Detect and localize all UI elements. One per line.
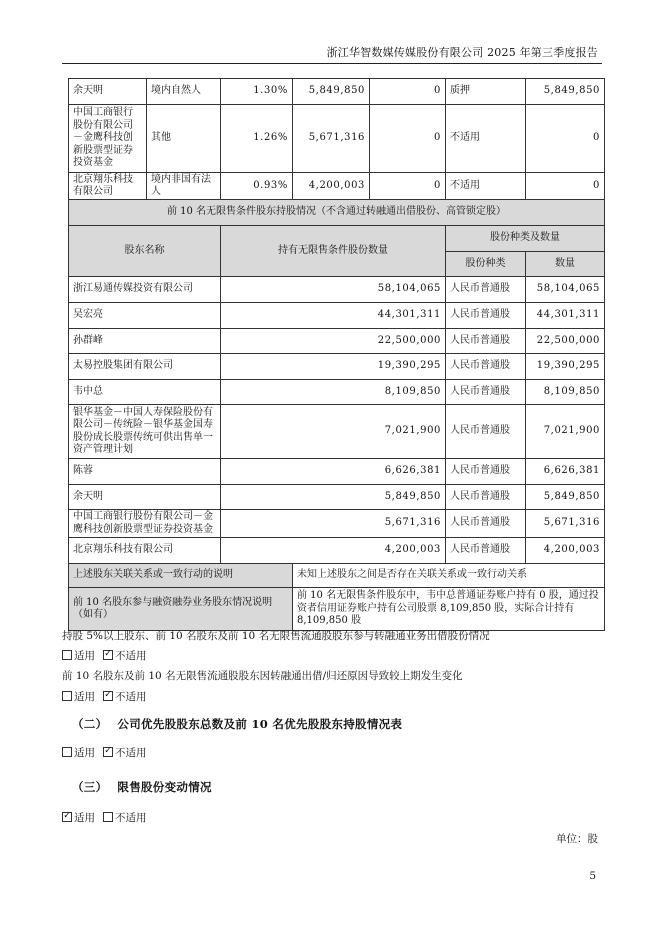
section-heading-text: 公司优先股股东总数及前 10 名优先股股东持股情况表 [117,717,403,731]
table-row [69,510,605,538]
holding-ratio: 0.93% [221,173,293,200]
page-number: 5 [589,870,596,882]
pledge-status: 不适用 [446,173,526,200]
share-type: 人民币普通股 [446,405,526,459]
shareholder-name: 浙江易通传媒投资有限公司 [69,277,221,303]
share-quantity: 6,626,381 [526,459,605,485]
header-divider [62,63,602,64]
share-quantity: 8,109,850 [526,380,605,405]
shareholder-name: 韦中总 [69,380,221,405]
unlimited-shares: 8,109,850 [221,380,446,405]
shareholder-table [68,78,605,631]
column-header-held: 持有无限售条件股份数量 [221,226,446,277]
pledge-status: 不适用 [446,105,526,173]
unlimited-shares: 58,104,065 [221,277,446,303]
holding-ratio: 1.30% [221,79,293,105]
pledge-status: 质押 [446,79,526,105]
checkbox-applicable[interactable] [62,650,72,660]
share-type: 人民币普通股 [446,459,526,485]
checkbox-applicable-checked[interactable] [62,812,72,822]
limited-shares: 0 [370,173,446,200]
holding-ratio: 1.26% [221,105,293,173]
table-row [69,303,605,329]
share-quantity: 58,104,065 [526,277,605,303]
change-paragraph: 前 10 名股东及前 10 名无限售流通股股东因转融通出借/归还原因导致较上期发生变化 [62,670,463,682]
section-number: （三） [72,780,108,794]
column-header-qty: 数量 [526,252,605,277]
preferred-options [62,745,147,760]
share-type: 人民币普通股 [446,485,526,510]
pledge-count: 0 [526,105,605,173]
table-row [69,485,605,510]
section-heading-restricted [72,779,212,795]
shares-held: 5,849,850 [293,79,370,105]
share-quantity: 7,021,900 [526,405,605,459]
option-applicable-label: 适用 [74,747,95,759]
table-row [69,105,605,173]
column-header-type-qty: 股份种类及数量 [446,226,605,252]
related-label: 上述股东关联关系或一致行动的说明 [69,564,293,588]
share-type: 人民币普通股 [446,538,526,564]
checkbox-applicable[interactable] [62,747,72,757]
unlimited-shares: 7,021,900 [221,405,446,459]
option-applicable-label: 适用 [74,691,95,703]
restricted-options [62,810,147,825]
option-not-applicable-label: 不适用 [115,691,147,703]
share-quantity: 5,849,850 [526,485,605,510]
shareholder-name: 余天明 [69,485,221,510]
share-quantity: 4,200,003 [526,538,605,564]
shareholder-name: 中国工商银行股份有限公司－金鹰科技创新股票型证券投资基金 [69,510,221,538]
shareholder-name: 中国工商银行股份有限公司－金鹰科技创新股票型证券投资基金 [69,105,147,173]
unlimited-shares: 22,500,000 [221,329,446,354]
shareholder-name: 银华基金－中国人寿保险股份有限公司－传统险－银华基金国寿股份成长股票传统可供出售单一资产管理计划 [69,405,221,459]
margin-label: 前 10 名股东参与融资融券业务股东情况说明（如有） [69,588,293,631]
checkbox-not-applicable-checked[interactable] [103,650,113,660]
table-row [69,173,605,200]
shareholder-name: 孙群峰 [69,329,221,354]
table-row [69,79,605,105]
shareholder-name: 余天明 [69,79,147,105]
column-header-shareholder: 股东名称 [69,226,221,277]
lending-paragraph: 持股 5%以上股东、前 10 名股东及前 10 名无限售流通股股东参与转融通业务出借股份情况 [62,630,490,642]
share-type: 人民币普通股 [446,329,526,354]
table-row [69,329,605,354]
table-row [69,459,605,485]
section-heading-preferred [72,716,402,732]
unlimited-shares: 5,849,850 [221,485,446,510]
table-row [69,380,605,405]
shareholder-name: 北京翔乐科技有限公司 [69,538,221,564]
share-quantity: 22,500,000 [526,329,605,354]
share-quantity: 44,301,311 [526,303,605,329]
option-applicable-label: 适用 [74,650,95,662]
table-row [69,405,605,459]
share-type: 人民币普通股 [446,510,526,538]
checkbox-not-applicable-checked[interactable] [103,691,113,701]
unlimited-shares: 19,390,295 [221,354,446,380]
unit-label: 单位：股 [556,833,598,845]
unlimited-shares: 5,671,316 [221,510,446,538]
section-number: （二） [72,717,108,731]
unlimited-shares: 6,626,381 [221,459,446,485]
related-row [69,564,605,588]
shareholder-nature: 境内自然人 [147,79,221,105]
pledge-count: 0 [526,173,605,200]
margin-text: 前 10 名无限售条件股东中，韦中总普通证券账户持有 0 股，通过投资者信用证券账户持有公司股票 8,109,850 股，实际合计持有 8,109,850 股 [293,588,605,631]
change-options [62,689,147,704]
section-heading-text: 限售股份变动情况 [117,780,212,794]
shareholder-name: 北京翔乐科技有限公司 [69,173,147,200]
option-not-applicable-label: 不适用 [115,747,147,759]
share-type: 人民币普通股 [446,277,526,303]
checkbox-applicable[interactable] [62,691,72,701]
limited-shares: 0 [370,105,446,173]
section-title: 前 10 名无限售条件股东持股情况（不含通过转融通出借股份、高管锁定股） [69,200,605,226]
table-row [69,354,605,380]
table-row [69,277,605,303]
report-header: 浙江华智数媒传媒股份有限公司 2025 年第三季度报告 [326,46,598,59]
share-quantity: 19,390,295 [526,354,605,380]
option-not-applicable-label: 不适用 [115,650,147,662]
pledge-count: 5,849,850 [526,79,605,105]
shares-held: 5,671,316 [293,105,370,173]
shareholder-name: 太易控股集团有限公司 [69,354,221,380]
shareholder-name: 陈蓉 [69,459,221,485]
shareholder-nature: 境内非国有法人 [147,173,221,200]
unlimited-shares: 44,301,311 [221,303,446,329]
column-header-type: 股份种类 [446,252,526,277]
margin-row [69,588,605,631]
related-text: 未知上述股东之间是否存在关联关系或一致行动关系 [293,564,605,588]
share-type: 人民币普通股 [446,354,526,380]
checkbox-not-applicable-checked[interactable] [103,747,113,757]
share-type: 人民币普通股 [446,303,526,329]
option-applicable-label: 适用 [74,812,95,824]
unlimited-shares: 4,200,003 [221,538,446,564]
option-not-applicable-label: 不适用 [115,812,147,824]
share-quantity: 5,671,316 [526,510,605,538]
shareholder-name: 吴宏亮 [69,303,221,329]
limited-shares: 0 [370,79,446,105]
table-row [69,538,605,564]
section-title-row [69,200,605,226]
shareholder-nature: 其他 [147,105,221,173]
shares-held: 4,200,003 [293,173,370,200]
sub-header-row [69,226,605,252]
checkbox-not-applicable[interactable] [103,812,113,822]
share-type: 人民币普通股 [446,380,526,405]
lending-options [62,648,147,663]
